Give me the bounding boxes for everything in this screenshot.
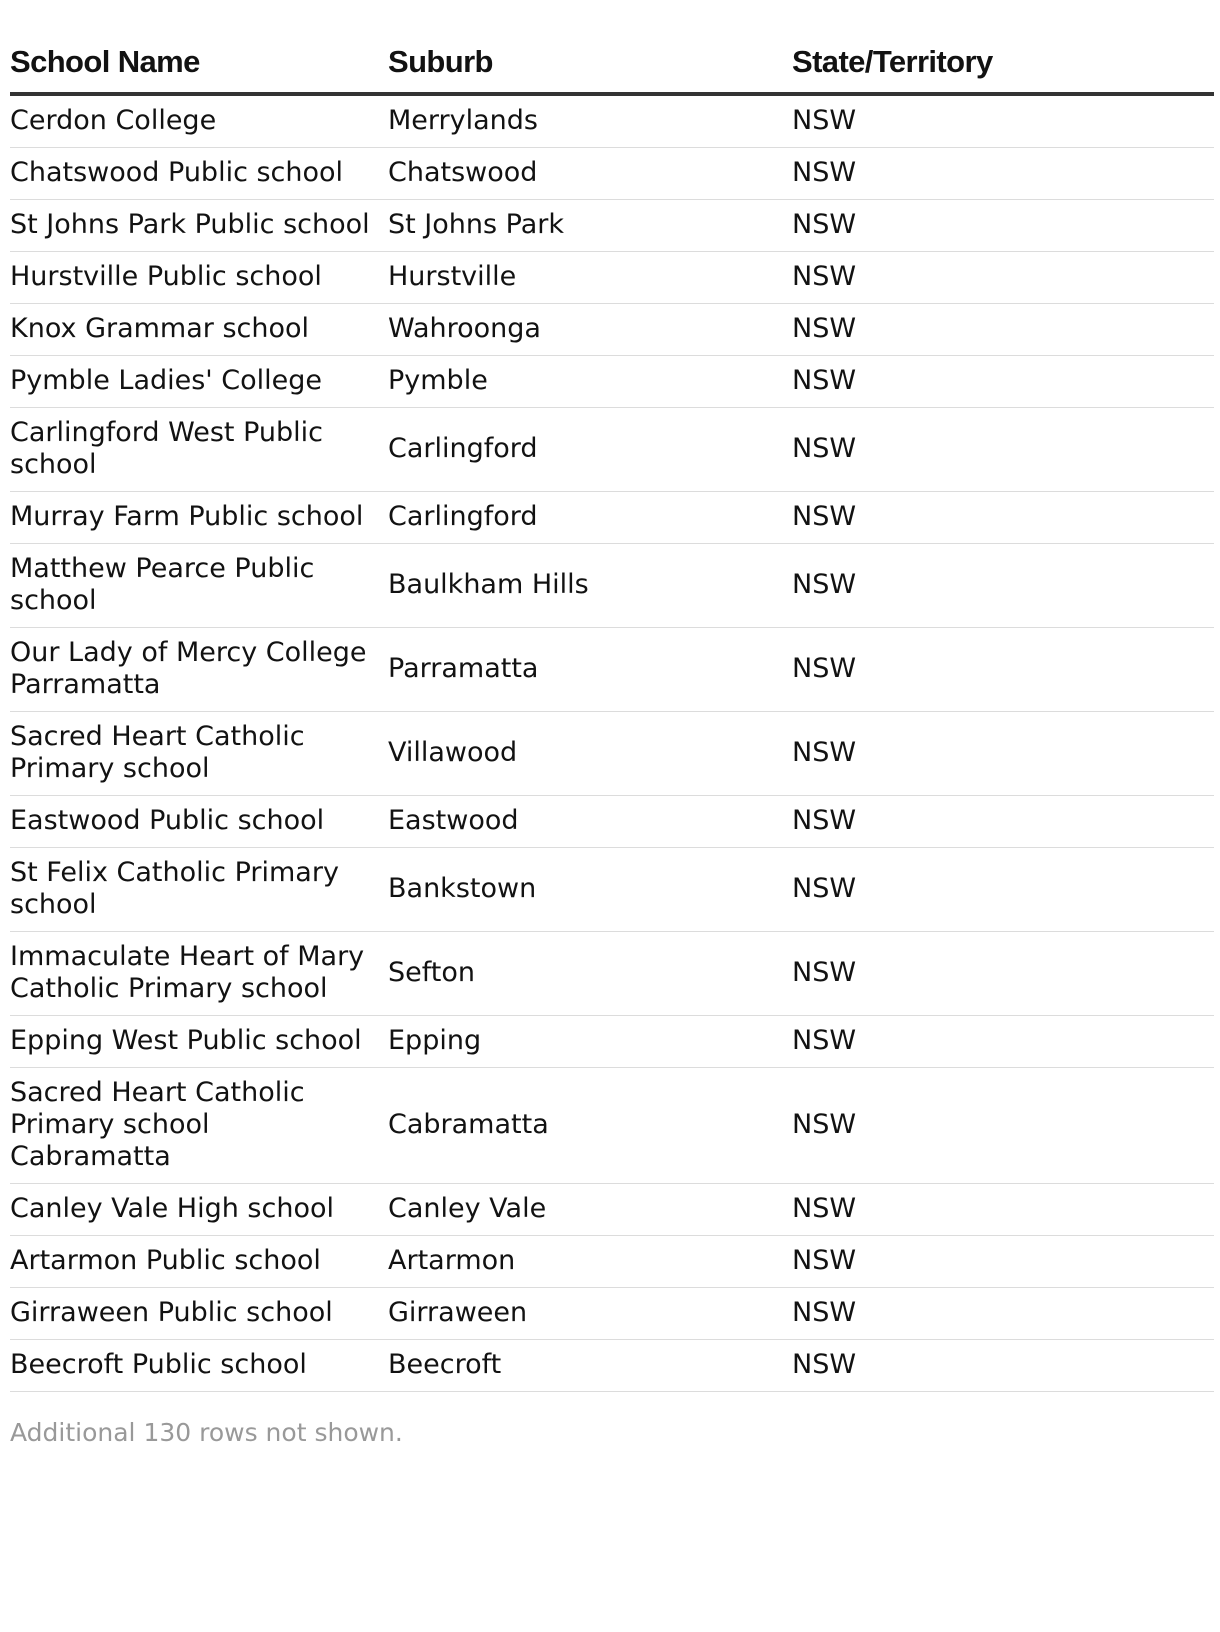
state-territory-cell: NSW [792,932,1214,1016]
state-territory-cell: NSW [792,1340,1214,1392]
school-name-cell: Chatswood Public school [10,148,388,200]
table-row [10,1288,1214,1340]
school-name-cell: Immaculate Heart of Mary Catholic Primary school [10,932,388,1016]
school-name-cell: St Felix Catholic Primary school [10,848,388,932]
school-name-cell: Epping West Public school [10,1016,388,1068]
table-row [10,356,1214,408]
state-territory-cell: NSW [792,200,1214,252]
school-name-cell: Matthew Pearce Public school [10,544,388,628]
table-row [10,1068,1214,1184]
state-territory-cell: NSW [792,252,1214,304]
suburb-cell: Merrylands [388,94,792,148]
state-territory-cell: NSW [792,304,1214,356]
table-row [10,408,1214,492]
suburb-cell: Chatswood [388,148,792,200]
table-row [10,628,1214,712]
table-row [10,1236,1214,1288]
state-territory-cell: NSW [792,94,1214,148]
school-name-cell: Murray Farm Public school [10,492,388,544]
school-name-cell: Our Lady of Mercy College Parramatta [10,628,388,712]
state-territory-cell: NSW [792,408,1214,492]
state-territory-cell: NSW [792,1016,1214,1068]
table-header-row [10,36,1214,94]
suburb-cell: Epping [388,1016,792,1068]
state-territory-cell: NSW [792,628,1214,712]
table-row [10,932,1214,1016]
suburb-cell: Carlingford [388,408,792,492]
suburb-cell: Beecroft [388,1340,792,1392]
suburb-cell: Sefton [388,932,792,1016]
suburb-cell: Artarmon [388,1236,792,1288]
table-row [10,1340,1214,1392]
state-territory-cell: NSW [792,1288,1214,1340]
suburb-cell: Hurstville [388,252,792,304]
suburb-cell: St Johns Park [388,200,792,252]
school-name-cell: Canley Vale High school [10,1184,388,1236]
school-name-cell: Hurstville Public school [10,252,388,304]
table-row [10,252,1214,304]
table-row [10,304,1214,356]
state-territory-cell: NSW [792,492,1214,544]
school-name-cell: Beecroft Public school [10,1340,388,1392]
table-row [10,848,1214,932]
table-row [10,712,1214,796]
school-name-cell: Cerdon College [10,94,388,148]
school-name-cell: Girraween Public school [10,1288,388,1340]
column-header-suburb[interactable]: Suburb [388,36,792,94]
state-territory-cell: NSW [792,544,1214,628]
table-body [10,94,1214,1392]
suburb-cell: Carlingford [388,492,792,544]
suburb-cell: Villawood [388,712,792,796]
table-row [10,200,1214,252]
school-name-cell: Knox Grammar school [10,304,388,356]
state-territory-cell: NSW [792,148,1214,200]
school-name-cell: Sacred Heart Catholic Primary school Cabramatta [10,1068,388,1184]
table-row [10,544,1214,628]
suburb-cell: Girraween [388,1288,792,1340]
school-name-cell: St Johns Park Public school [10,200,388,252]
table-row [10,796,1214,848]
column-header-school-name[interactable]: School Name [10,36,388,94]
suburb-cell: Baulkham Hills [388,544,792,628]
suburb-cell: Canley Vale [388,1184,792,1236]
state-territory-cell: NSW [792,848,1214,932]
column-header-state-territory[interactable]: State/Territory [792,36,1214,94]
state-territory-cell: NSW [792,1236,1214,1288]
state-territory-cell: NSW [792,1184,1214,1236]
state-territory-cell: NSW [792,356,1214,408]
suburb-cell: Eastwood [388,796,792,848]
table-row [10,492,1214,544]
school-name-cell: Sacred Heart Catholic Primary school [10,712,388,796]
school-name-cell: Eastwood Public school [10,796,388,848]
suburb-cell: Bankstown [388,848,792,932]
table-row [10,1184,1214,1236]
suburb-cell: Wahroonga [388,304,792,356]
school-name-cell: Carlingford West Public school [10,408,388,492]
suburb-cell: Cabramatta [388,1068,792,1184]
school-name-cell: Pymble Ladies' College [10,356,388,408]
table-row [10,148,1214,200]
table-row [10,1016,1214,1068]
schools-table [10,36,1214,1392]
state-territory-cell: NSW [792,712,1214,796]
suburb-cell: Pymble [388,356,792,408]
rows-not-shown-note: Additional 130 rows not shown. [10,1418,403,1447]
school-name-cell: Artarmon Public school [10,1236,388,1288]
suburb-cell: Parramatta [388,628,792,712]
state-territory-cell: NSW [792,796,1214,848]
state-territory-cell: NSW [792,1068,1214,1184]
table-row [10,94,1214,148]
